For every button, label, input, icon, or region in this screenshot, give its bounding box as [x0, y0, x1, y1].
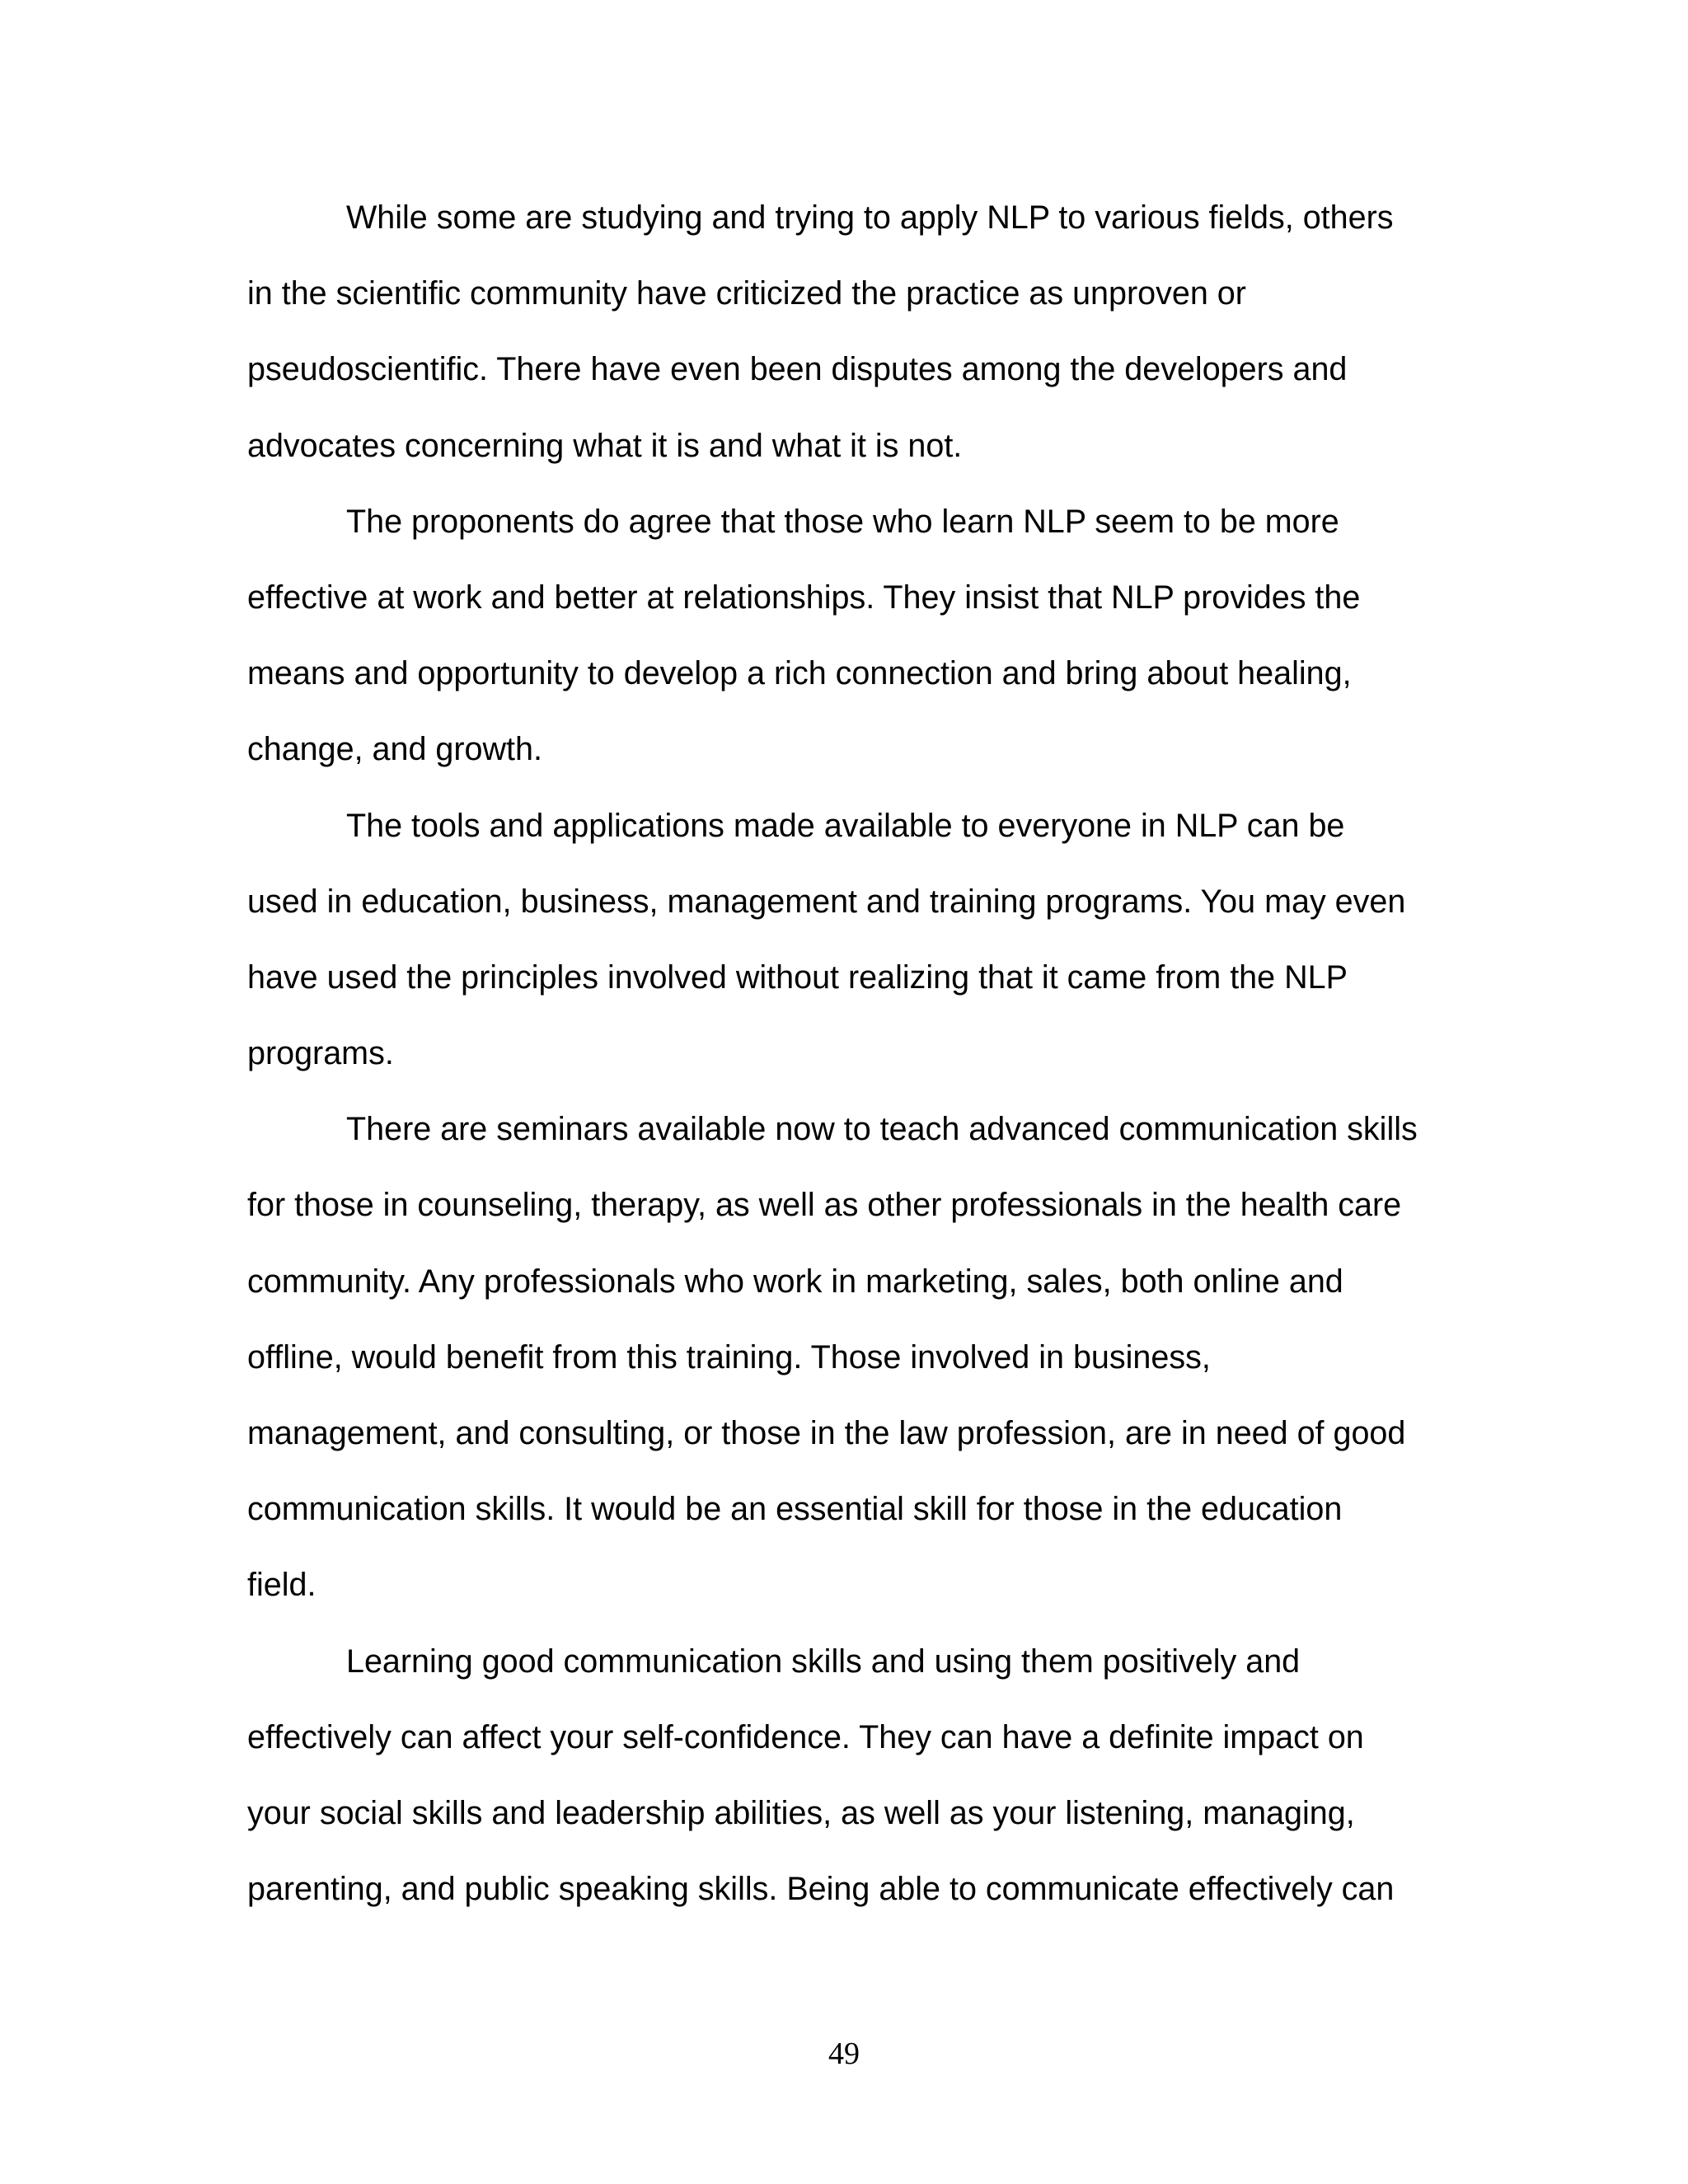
paragraph-5-line-2: effectively can affect your self-confidence. They can have a definite impact on [247, 1718, 1364, 1755]
paragraph-3-line-1: The tools and applications made available to everyone in NLP can be [346, 807, 1345, 844]
paragraph-4-line-2: for those in counseling, therapy, as well as other professionals in the health care [247, 1187, 1402, 1224]
paragraph-4-line-7: field. [247, 1567, 316, 1604]
paragraph-5-line-4: parenting, and public speaking skills. Being able to communicate effectively can [247, 1871, 1395, 1908]
paragraph-4-line-6: communication skills. It would be an essential skill for those in the education [247, 1491, 1343, 1528]
paragraph-3-line-4: programs. [247, 1035, 394, 1072]
body-text [247, 192, 1442, 1939]
page-number: 49 [828, 2036, 860, 2071]
paragraph-4-line-1: There are seminars available now to teach advanced communication skills [346, 1111, 1418, 1148]
paragraph-1-line-1: While some are studying and trying to apply NLP to various fields, others [346, 199, 1394, 236]
paragraph-2-line-4: change, and growth. [247, 731, 542, 768]
paragraph-4-line-5: management, and consulting, or those in the law profession, are in need of good [247, 1415, 1406, 1451]
paragraph-2-line-2: effective at work and better at relationships. They insist that NLP provides the [247, 579, 1361, 616]
paragraph-1-line-3: pseudoscientific. There have even been disputes among the developers and [247, 351, 1348, 388]
paragraph-3-line-3: have used the principles involved without realizing that it came from the NLP [247, 958, 1348, 996]
paragraph-4-line-4: offline, would benefit from this training. Those involved in business, [247, 1338, 1211, 1376]
paragraph-1-line-4: advocates concerning what it is and what it is not. [247, 427, 963, 464]
paragraph-2-line-3: means and opportunity to develop a rich connection and bring about healing, [247, 655, 1352, 692]
paragraph-2-line-1: The proponents do agree that those who learn NLP seem to be more [346, 503, 1339, 540]
paragraph-4-line-3: community. Any professionals who work in marketing, sales, both online and [247, 1263, 1343, 1300]
paragraph-3-line-2: used in education, business, management and training programs. You may even [247, 883, 1406, 920]
paragraph-5-line-1: Learning good communication skills and using them positively and [346, 1643, 1301, 1680]
paragraph-5-line-3: your social skills and leadership abilities, as well as your listening, managing, [247, 1794, 1355, 1831]
paragraph-1-line-2: in the scientific community have criticized the practice as unproven or [247, 275, 1246, 312]
